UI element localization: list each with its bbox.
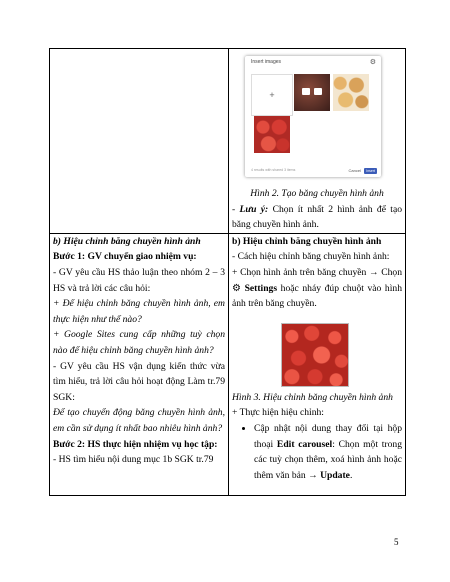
left-p3: - HS tìm hiểu nội dung mục 1b SGK tr.79 — [53, 454, 214, 466]
figure2-caption: Hình 2. Tạo băng chuyền hình ảnh — [250, 188, 384, 199]
right-p2 — [232, 265, 402, 312]
note-paragraph: - Lưu ý: Chọn ít nhất 2 hình ảnh để tạo băng chuyền hình ảnh. — [232, 203, 403, 231]
delete-icon[interactable] — [302, 88, 310, 95]
dialog-footer-text: 4 results with shared 3 items — [251, 168, 296, 172]
bullet-text-2: : Chọn một trong các tuỳ chọn thêm, xoá hình ảnh hoặc thêm văn bản → — [254, 438, 402, 481]
edit-carousel-label: Edit carousel — [276, 438, 333, 450]
add-image-button[interactable] — [251, 74, 293, 116]
insert-button[interactable]: Insert — [366, 169, 375, 173]
dialog-title: Insert images — [251, 59, 282, 65]
left-p2: - GV yêu cầu HS vận dụng kiến thức vừa tìm hiểu, trả lời câu hỏi hoạt động Làm tr.79 SGK: — [53, 360, 225, 403]
image-thumbnail-dark[interactable] — [294, 74, 330, 111]
left-cell — [50, 233, 229, 496]
update-label: Update — [320, 469, 350, 481]
right-p3: + Thực hiện hiệu chỉnh: — [232, 407, 324, 419]
note-label: Lưu ý: — [239, 203, 269, 215]
image-thumbnail-potatoes[interactable] — [333, 74, 369, 111]
settings-icon: ⚙ — [369, 58, 376, 66]
right-p1: - Cách hiệu chỉnh băng chuyền hình ảnh: — [232, 251, 390, 263]
empty-cell — [50, 49, 229, 234]
carousel-image-strawberries — [281, 323, 349, 387]
left-p1: - GV yêu cầu HS thảo luận theo nhóm 2 – 3 HS và trả lời các câu hỏi: — [53, 266, 225, 294]
left-heading: b) Hiệu chỉnh băng chuyền hình ảnh — [53, 235, 201, 247]
left-q1: + Để hiệu chỉnh băng chuyền hình ảnh, em thực hiện như thế nào? — [53, 298, 225, 325]
table-row — [50, 233, 406, 496]
figure3-caption: Hình 3. Hiệu chỉnh băng chuyền hình ảnh — [232, 391, 393, 403]
right-p2-text: + Chọn hình ảnh trên băng chuyền → Chọn — [232, 266, 402, 278]
image-icon[interactable] — [314, 88, 322, 95]
step1-heading: Bước 1: GV chuyển giao nhiệm vụ: — [53, 251, 197, 263]
plus-icon: + — [269, 90, 275, 100]
cancel-button[interactable]: Cancel — [348, 168, 361, 173]
right-p2-rest: hoặc nháy đúp chuột vào hình ảnh trên băng chuyền. — [232, 282, 402, 310]
step2-heading: Bước 2: HS thực hiện nhiệm vụ học tập: — [53, 438, 218, 450]
list-item — [254, 421, 402, 483]
insert-images-dialog — [245, 56, 381, 177]
left-q3: Để tạo chuyển động băng chuyền hình ảnh, em cần sử dụng ít nhất bao nhiêu hình ảnh? — [53, 407, 225, 434]
page-number: 5 — [394, 537, 399, 547]
gear-icon: ⚙ — [232, 282, 241, 294]
bullet-list — [232, 421, 402, 483]
image-thumbnail-strawberries[interactable] — [254, 116, 290, 153]
bullet-end: . — [349, 469, 353, 481]
bullet-text: Cập nhật nội dung thay đổi tại hộp thoại — [254, 422, 402, 450]
right-heading: b) Hiệu chỉnh băng chuyền hình ảnh — [232, 235, 382, 247]
note-text: Chọn ít nhất 2 hình ảnh để tạo băng chuyền hình ảnh. — [232, 203, 403, 231]
settings-label: Settings — [244, 282, 278, 294]
left-q2: + Google Sites cung cấp những tuỳ chọn nào để hiệu chỉnh băng chuyền hình ảnh? — [53, 329, 225, 356]
